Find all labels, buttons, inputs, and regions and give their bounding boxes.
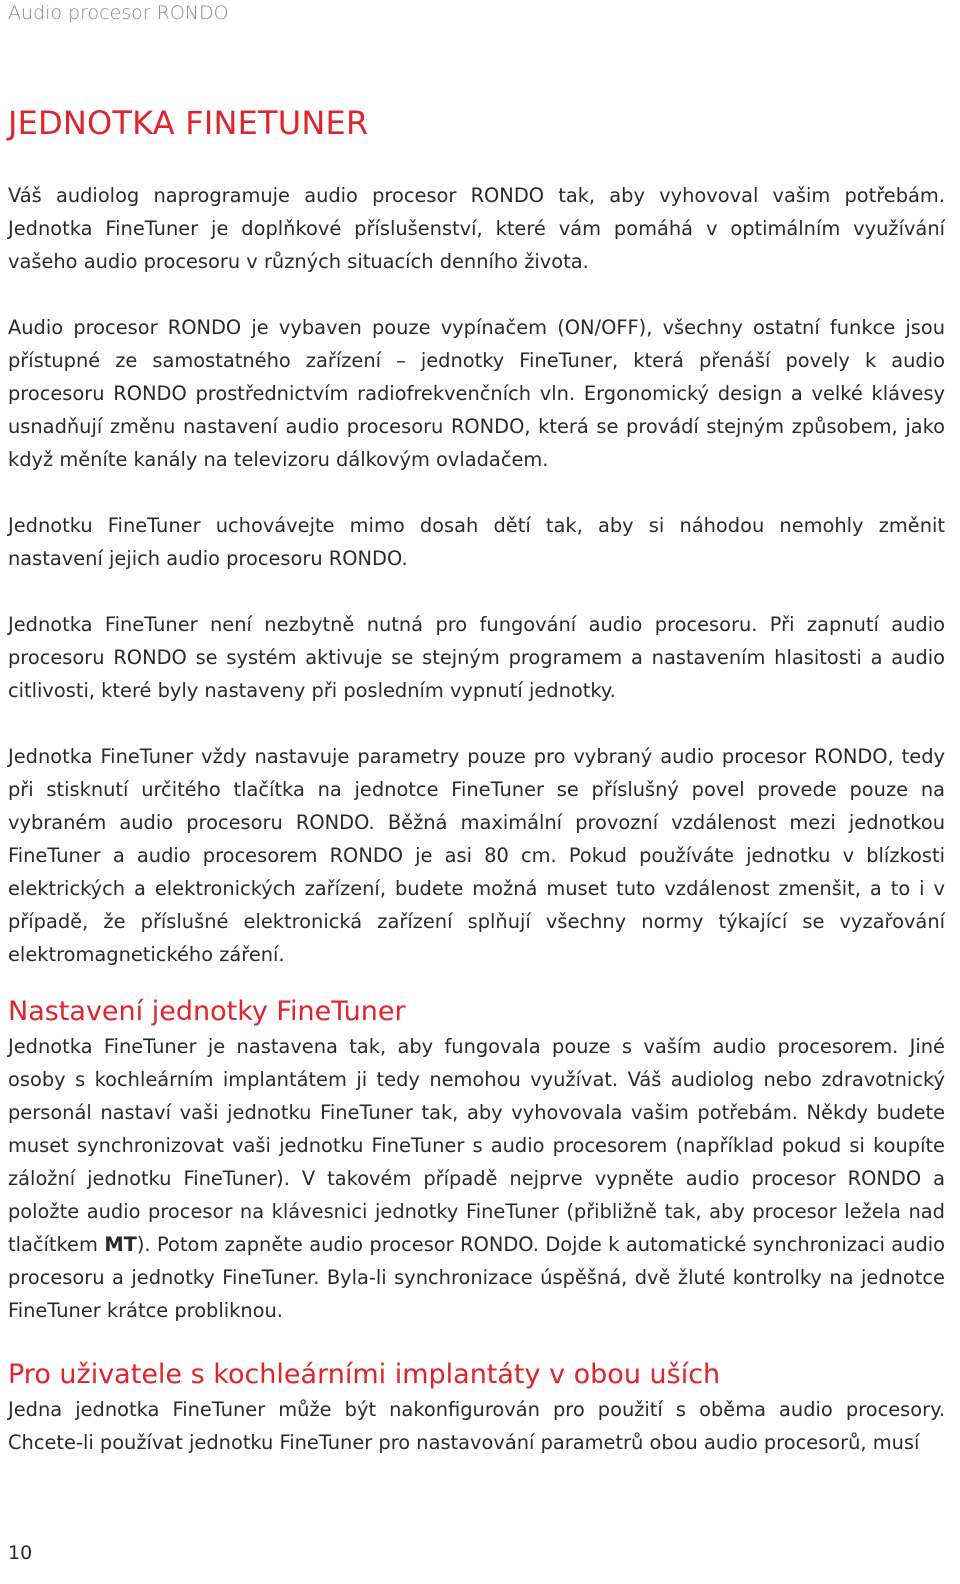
section-heading-setup: Nastavení jednotky FineTuner	[8, 996, 406, 1027]
intro-paragraph-1: Váš audiolog naprogramuje audio procesor RONDO tak, aby vyhovoval vašim potřebám. Jednotka FineTuner je doplňkové příslušenství, které vám pomáhá v optimálním využívání vašeho audio procesoru v různých situacích denního života.	[8, 184, 945, 273]
intro-paragraph-5: Jednotka FineTuner vždy nastavuje parametry pouze pro vybraný audio procesor RONDO, tedy při stisknutí určitého tlačítka na jednotce FineTuner se příslušný povel provede pouze na vybraném audio procesoru RONDO. Běžná maximální provozní vzdálenost mezi jednotkou FineTuner a audio procesorem RONDO je asi 80 cm. Pokud používáte jednotku v blízkosti elektrických a elektronických zařízení, budete možná muset tuto vzdálenost zmenšit, a to i v případě, že příslušné elektronická zařízení splňují všechny normy týkající se vyzařování elektromagnetického záření.	[8, 745, 945, 966]
intro-paragraph-3: Jednotku FineTuner uchovávejte mimo dosah dětí tak, aby si náhodou nemohly změnit nastavení jejich audio procesoru RONDO.	[8, 514, 945, 570]
intro-paragraph-4: Jednotka FineTuner není nezbytně nutná pro fungování audio procesoru. Při zapnutí audio procesoru RONDO se systém aktivuje se stejným programem a nastavením hlasitosti a audio citlivosti, které byly nastaveny při posledním vypnutí jednotky.	[8, 613, 945, 702]
bilateral-paragraph: Jedna jednotka FineTuner může být nakonfigurován pro použití s oběma audio procesory. Chcete-li používat jednotku FineTuner pro nastavování parametrů obou audio procesorů, musí	[8, 1398, 945, 1454]
mt-button-label: MT	[104, 1233, 137, 1256]
running-header: Audio procesor RONDO	[8, 2, 229, 24]
page-number: 10	[8, 1542, 33, 1564]
intro-paragraph-2: Audio procesor RONDO je vybaven pouze vypínačem (ON/OFF), všechny ostatní funkce jsou přístupné ze samostatného zařízení – jednotky FineTuner, která přenáší povely k audio procesoru RONDO prostřednictvím radiofrekvenčních vln. Ergonomický design a velké klávesy usnadňují změnu nastavení audio procesoru RONDO, která se provádí stejným způsobem, jako když měníte kanály na televizoru dálkovým ovladačem.	[8, 316, 945, 471]
page-content	[8, 179, 945, 1459]
section-heading-bilateral: Pro uživatele s kochleárními implantáty v obou uších	[8, 1359, 721, 1390]
setup-text-part-2: ). Potom zapněte audio procesor RONDO. Dojde k automatické synchronizaci audio procesoru a jednotky FineTuner. Byla-li synchronizace úspěšná, dvě žluté kontrolky na jednotce FineTuner krátce probliknou.	[8, 1233, 946, 1322]
page-title: JEDNOTKA FINETUNER	[8, 104, 369, 142]
setup-paragraph	[8, 1030, 945, 1327]
setup-text-part-1: Jednotka FineTuner je nastavena tak, aby fungovala pouze s vaším audio procesorem. Jiné osoby s kochleárním implantátem ji tedy nemohou využívat. Váš audiolog nebo zdravotnický personál nastaví vaši jednotku FineTuner tak, aby vyhovovala vašim potřebám. Někdy budete muset synchronizovat vaši jednotku FineTuner s audio procesorem (například pokud si koupíte záložní jednotku FineTuner). V takovém případě nejprve vypněte audio procesor RONDO a položte audio procesor na klávesnici jednotky FineTuner (přibližně tak, aby procesor ležela nad tlačítkem	[8, 1035, 945, 1256]
